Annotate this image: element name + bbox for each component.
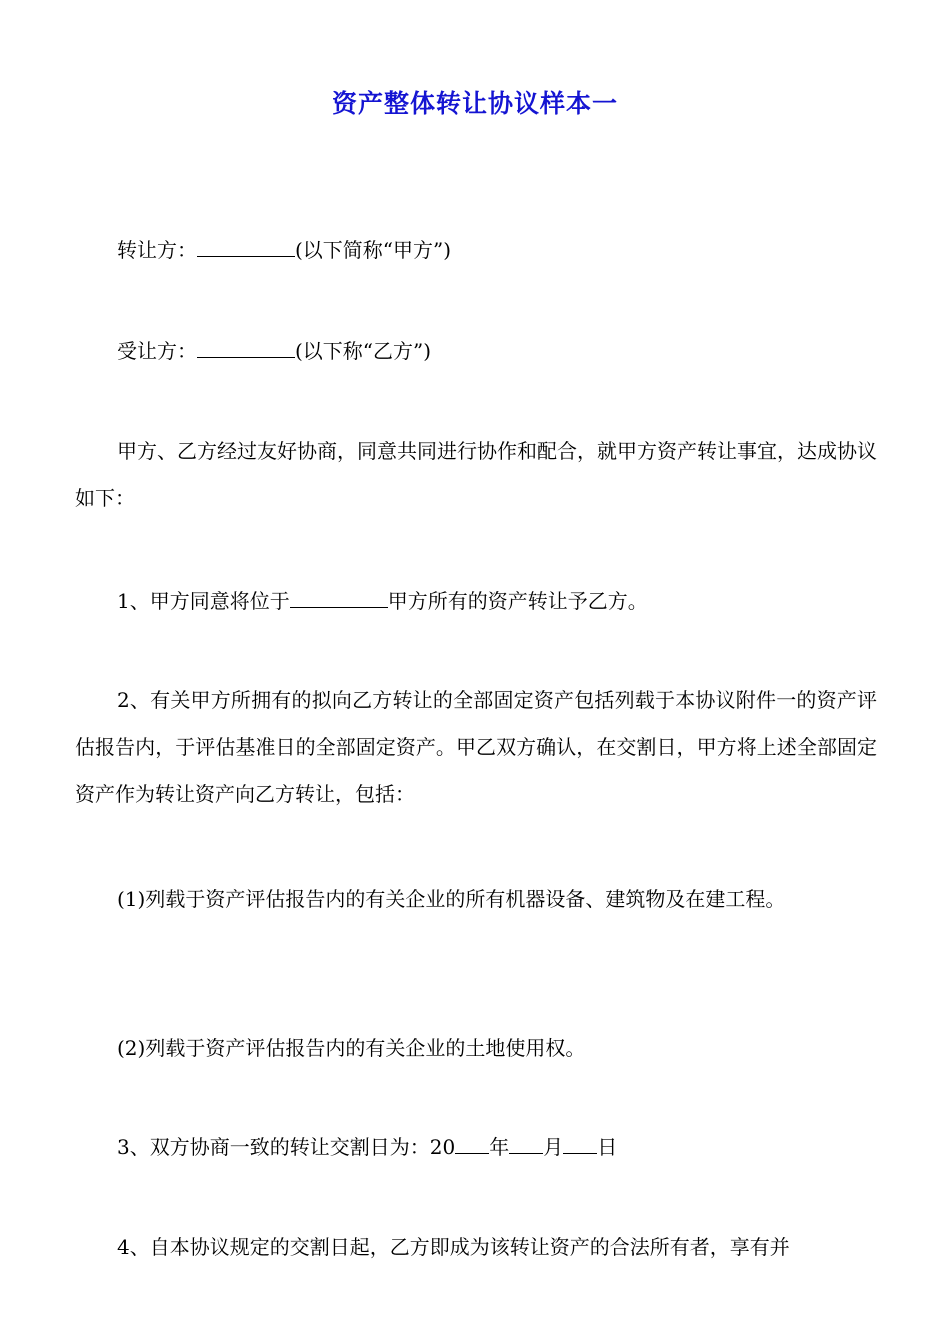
transferor-suffix: (以下简称“甲方”) [295, 238, 452, 262]
clause-3 [75, 1124, 877, 1171]
clause-3-year: 年 [489, 1135, 510, 1159]
clause-1-before: 1、甲方同意将位于 [117, 589, 290, 613]
clause-2: 2、有关甲方所拥有的拟向乙方转让的全部固定资产包括列载于本协议附件一的资产评估报告内，于评估基准日的全部固定资产。甲乙双方确认，在交割日，甲方将上述全部固定资产作为转让资产向乙方转让，包括： [75, 688, 877, 806]
transferee-blank [197, 337, 295, 358]
clause-3-day: 日 [597, 1135, 618, 1159]
transferee-line [75, 328, 877, 375]
clause-3-before: 3、双方协商一致的转让交割日为：20 [117, 1135, 456, 1159]
transferee-suffix: (以下称“乙方”) [295, 339, 432, 363]
clause-2-item-2: (2)列载于资产评估报告内的有关企业的土地使用权。 [117, 1036, 586, 1060]
transferor-label: 转让方： [117, 238, 197, 262]
document-title: 资产整体转让协议样本一 [331, 89, 618, 118]
clause-4: 4、自本协议规定的交割日起，乙方即成为该转让资产的合法所有者，享有并 [117, 1235, 790, 1259]
year-blank [455, 1133, 489, 1154]
transferor-line [75, 227, 877, 274]
intro-paragraph: 甲方、乙方经过友好协商，同意共同进行协作和配合，就甲方资产转让事宜，达成协议如下： [75, 439, 877, 510]
clause-1-after: 甲方所有的资产转让予乙方。 [387, 589, 648, 613]
transferor-blank [197, 236, 295, 257]
transferee-label: 受让方： [117, 339, 197, 363]
clause-1 [75, 578, 877, 625]
month-blank [509, 1133, 543, 1154]
clause-2-item-1: (1)列载于资产评估报告内的有关企业的所有机器设备、建筑物及在建工程。 [117, 887, 786, 911]
day-blank [563, 1133, 597, 1154]
location-blank [290, 587, 388, 608]
clause-3-month: 月 [543, 1135, 564, 1159]
